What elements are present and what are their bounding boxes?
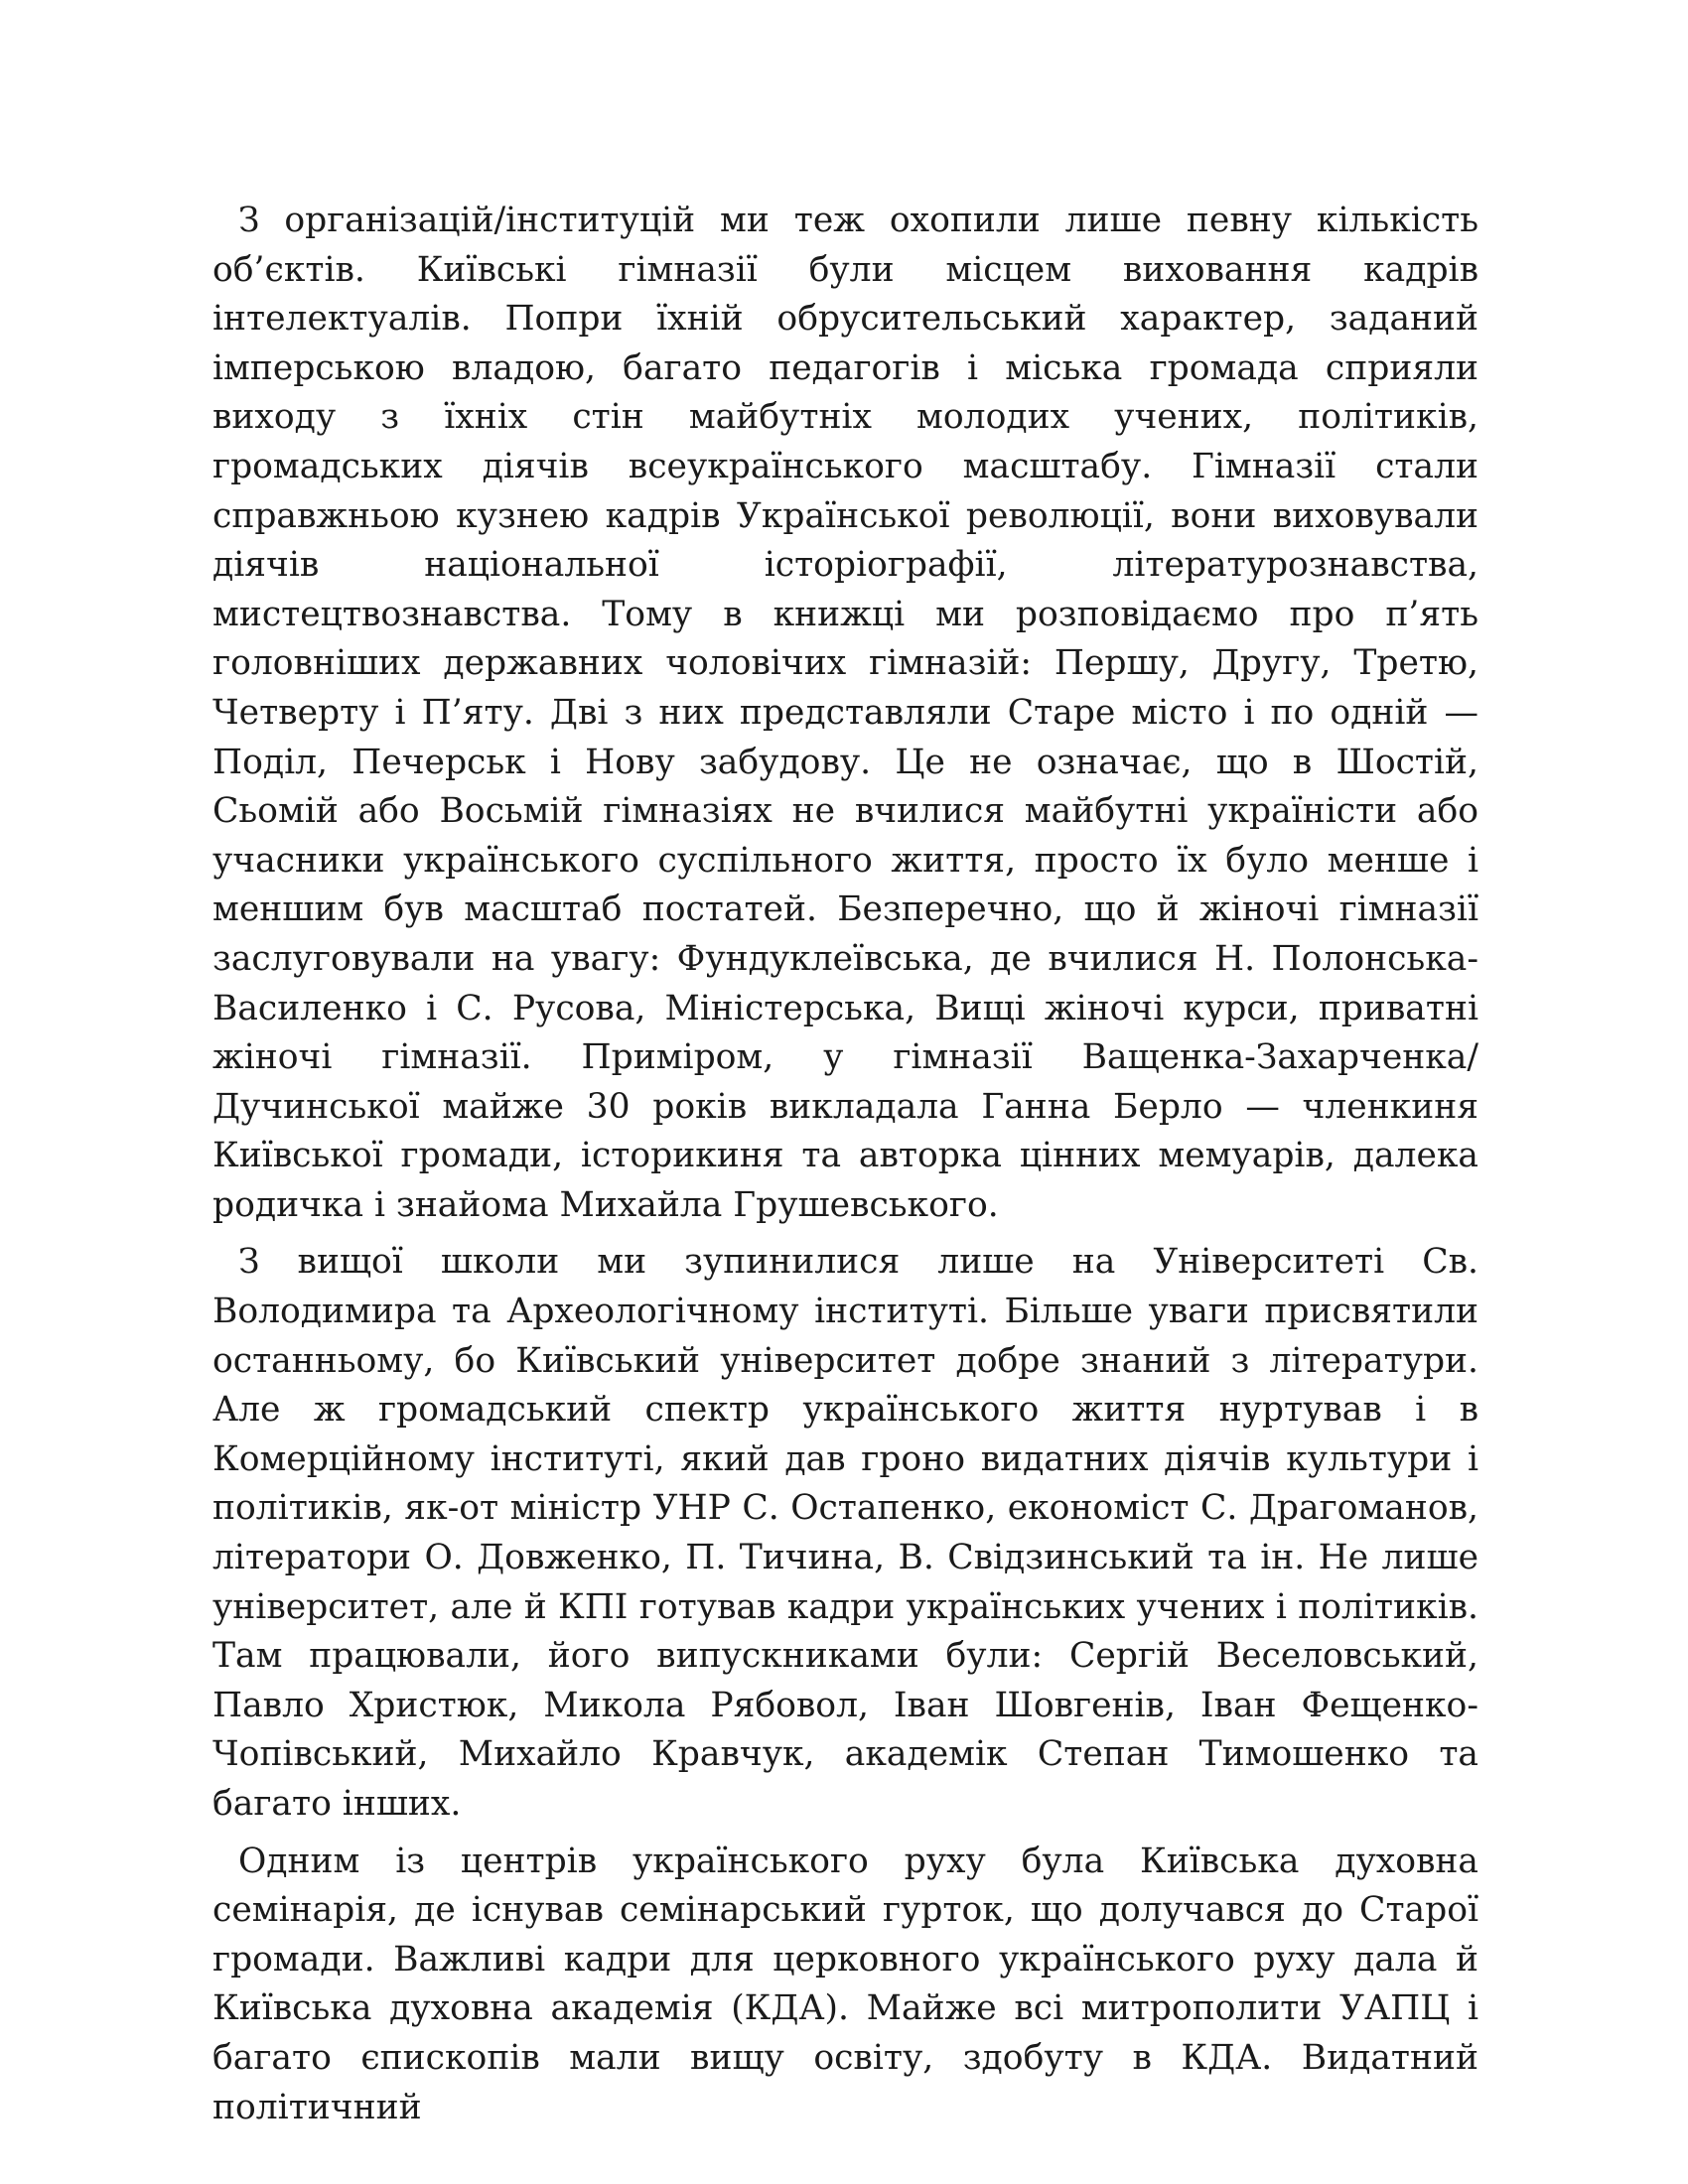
paragraph-higher-school: З вищої школи ми зупинилися лише на Університеті Св. Володимира та Археологічному інституті. Більше уваги присвятили останньому, бо Київський університет добре знаний з літератури. Але ж громадський спектр українського життя нуртував і в Комерційному інституті, який дав гроно видатних діячів культури і політиків, як-от міністр УНР С. Остапенко, економіст С. Драгоманов, літератори О. Довженко, П. Тичина, В. Свідзинський та ін. Не лише університет, але й КПІ готував кадри українських учених і політиків. Там працювали, його випускниками були: Сергій Веселовський, Павло Христюк, Микола Рябовол, Іван Шовгенів, Іван Фещенко-Чопівський, Михайло Кравчук, академік Степан Тимошенко та багато інших. — [212, 1242, 1478, 1824]
paragraph-gymnasiums: З організацій/інституцій ми теж охопили лише певну кількість об’єктів. Київські гімназії були місцем виховання кадрів інтелектуалів. Попри їхній обрусительський характер, заданий імперською владою, багато педагогів і міська громада сприяли виходу з їхніх стін майбутніх молодих учених, політиків, громадських діячів всеукраїнського масштабу. Гімназії стали справжньою кузнею кадрів Української революції, вони виховували діячів національної історіографії, літературознавства, мистецтвознавства. Тому в книжці ми розповідаємо про п’ять головніших державних чоловічих гімназій: Першу, Другу, Третю, Четверту і П’яту. Дві з них представляли Старе місто і по одній — Поділ, Печерськ і Нову забудову. Це не означає, що в Шостій, Сьомій або Восьмій гімназіях не вчилися майбутні україністи або учасники українського суспільного життя, просто їх було менше і меншим був масштаб постатей. Безперечно, що й жіночі гімназії заслуговували на увагу: Фундуклеївська, де вчилися Н. Полонська-Василенко і С. Русова, Міністерська, Вищі жіночі курси, приватні жіночі гімназії. Приміром, у гімназії Ващенка-Захарченка/Дучинської майже 30 років викладала Ганна Берло — членкиня Київської громади, історикиня та авторка цінних мемуарів, далека родичка і знайома Михайла Грушевського. — [212, 201, 1478, 1225]
book-page — [212, 197, 1478, 2127]
paragraph-seminary: Одним із центрів українського руху була Київська духовна семінарія, де існував семінарський гурток, що долучався до Старої громади. Важливі кадри для церковного українського руху дала й Київська духовна академія (КДА). Майже всі митрополити УАПЦ і багато єпископів мали вищу освіту, здобуту в КДА. Видатний політичний — [212, 1841, 1478, 2127]
